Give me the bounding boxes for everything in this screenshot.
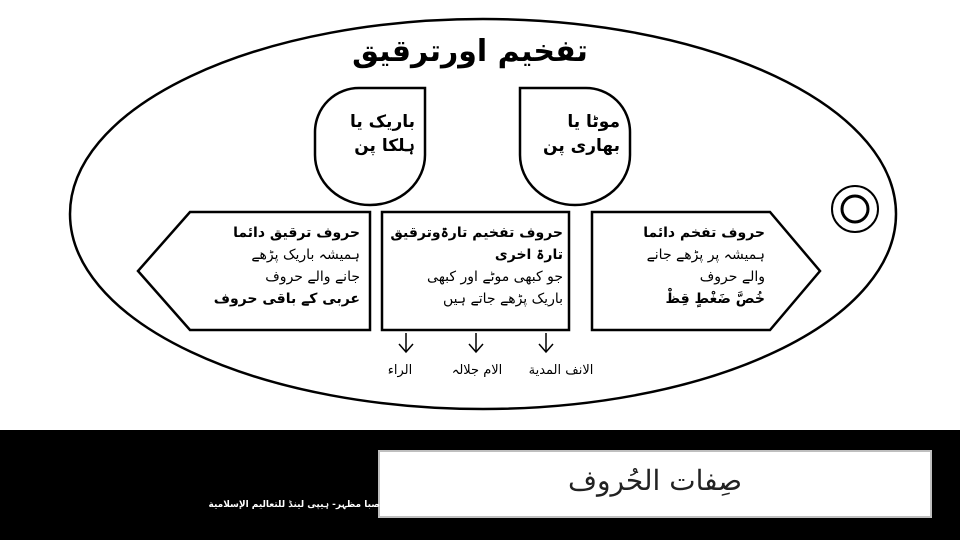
left-box-heading: حروف ترقیق دائما <box>233 225 360 241</box>
thick-shape-line2: بھاری پن <box>543 136 620 156</box>
diagram-title: تفخیم اورترقیق <box>352 34 588 69</box>
thin-shape-line2: ہلکا پن <box>354 136 415 156</box>
middle-box-text <box>388 222 563 310</box>
middle-box-line2: باریک پڑھے جاتے ہیں <box>442 291 563 307</box>
thick-shape-text <box>530 110 620 158</box>
thin-shape-line1: باریک یا <box>349 112 415 132</box>
footer-title: صِفات الحُروف <box>567 464 743 497</box>
thin-shape-text <box>325 110 415 158</box>
left-box-line3: عربی کے باقی حروف <box>213 291 360 307</box>
left-box-line2: جانے والے حروف <box>265 269 360 285</box>
left-box-line1: ہمیشہ باریک پڑھے <box>251 247 360 263</box>
right-box-line3: خُصَّ ضَغْطٍ قِظْ <box>665 291 765 307</box>
right-box-line1: ہمیشہ پر پڑھے جانے <box>646 247 765 263</box>
arrow-label-nasal: الانف المدیة <box>528 363 594 378</box>
thick-shape-line1: موٹا یا <box>567 112 620 132</box>
target-inner-circle <box>842 196 868 222</box>
arrow-label-ra: الراء <box>387 363 413 378</box>
middle-box-heading: حروف تفخیم تارۃوترقیق <box>390 225 563 241</box>
middle-box-heading2: تارۃ اخری <box>494 247 563 263</box>
footer-bar <box>0 430 960 540</box>
right-box-line2: والے حروف <box>699 269 765 285</box>
right-box-heading: حروف تفخم دائما <box>643 225 765 241</box>
left-box-text <box>180 222 360 310</box>
arrow-label-lam: الام جلالہ <box>451 363 503 378</box>
right-box-text <box>600 222 765 310</box>
footer-credit: صبا مظہر- ہیپی لینڈ للتعالیم الإسلامیة <box>208 500 380 510</box>
middle-box-line1: جو کبھی موٹے اور کبھی <box>427 269 563 285</box>
footer-title-box <box>378 450 932 518</box>
